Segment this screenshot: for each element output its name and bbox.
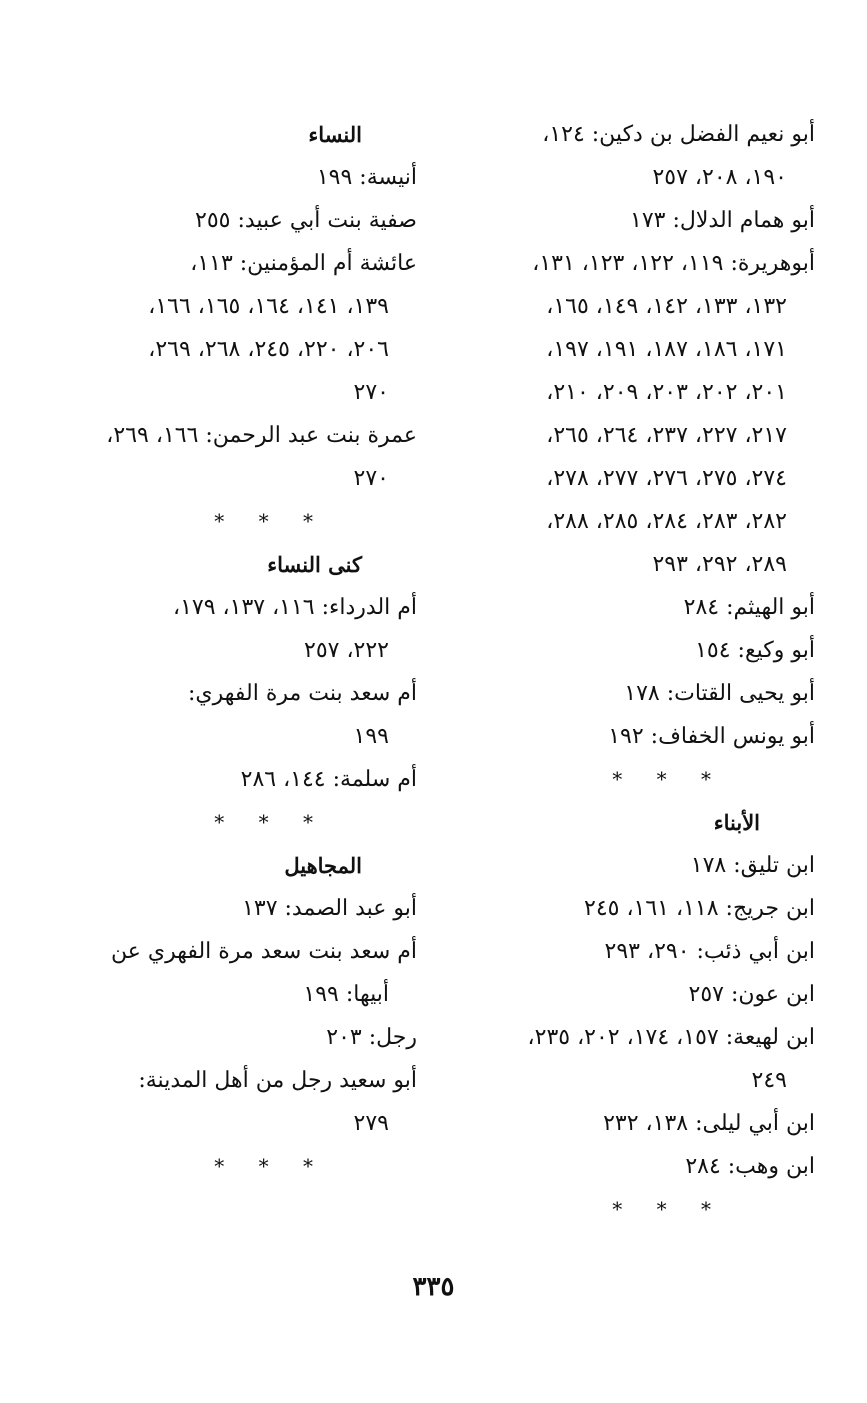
section-separator: * * * <box>214 810 327 834</box>
index-entry-continuation: ١٧١، ١٨٦، ١٨٧، ١٩١، ١٩٧، <box>546 337 787 362</box>
index-entry-continuation: ٢٠١، ٢٠٢، ٢٠٣، ٢٠٩، ٢١٠، <box>546 380 787 405</box>
index-entry: صفية بنت أبي عبيد: ٢٥٥ <box>195 208 417 233</box>
index-entry: ابن عون: ٢٥٧ <box>688 982 815 1007</box>
index-entry-continuation: ١٩٩ <box>353 724 389 749</box>
index-entry-continuation: ٢٢٢، ٢٥٧ <box>304 638 389 663</box>
index-entry: أم سلمة: ١٤٤، ٢٨٦ <box>240 767 417 792</box>
page-number: ٣٣٥ <box>412 1272 455 1302</box>
index-entry: أبو يونس الخفاف: ١٩٢ <box>608 724 815 749</box>
index-entry: أبو همام الدلال: ١٧٣ <box>630 208 815 233</box>
index-entry: أنيسة: ١٩٩ <box>316 165 417 190</box>
index-entry: أم سعد بنت سعد مرة الفهري عن <box>110 939 417 964</box>
index-entry: رجل: ٢٠٣ <box>326 1025 417 1050</box>
index-entry-continuation: ٢٧٠ <box>353 380 389 405</box>
index-entry: أم سعد بنت مرة الفهري: <box>188 681 417 706</box>
index-entry: ابن وهب: ٢٨٤ <box>685 1154 815 1179</box>
index-entry-continuation: ٢٨٢، ٢٨٣، ٢٨٤، ٢٨٥، ٢٨٨، <box>546 509 787 534</box>
index-entry-continuation: ٢٤٩ <box>751 1068 787 1093</box>
left-column <box>67 113 417 1188</box>
index-entry-continuation: ١٣٢، ١٣٣، ١٤٢، ١٤٩، ١٦٥، <box>546 294 787 319</box>
section-separator: * * * <box>612 767 725 791</box>
index-entry: ابن تليق: ١٧٨ <box>690 853 815 878</box>
index-entry: أبو عبد الصمد: ١٣٧ <box>242 896 417 921</box>
index-entry: أبو يحيى القتات: ١٧٨ <box>624 681 815 706</box>
section-heading: المجاهيل <box>284 853 362 878</box>
index-entry: أبو الهيثم: ٢٨٤ <box>683 595 815 620</box>
index-entry-continuation: ٢٧٠ <box>353 466 389 491</box>
index-entry-continuation: ١٣٩، ١٤١، ١٦٤، ١٦٥، ١٦٦، <box>148 294 389 319</box>
index-entry: ابن لهيعة: ١٥٧، ١٧٤، ٢٠٢، ٢٣٥، <box>527 1025 815 1050</box>
section-separator: * * * <box>612 1197 725 1221</box>
index-entry: أبو سعيد رجل من أهل المدينة: <box>138 1068 417 1093</box>
index-entry: عائشة أم المؤمنين: ١١٣، <box>190 251 417 276</box>
index-entry: عمرة بنت عبد الرحمن: ١٦٦، ٢٦٩، <box>106 423 417 448</box>
index-entry-continuation: ٢٧٤، ٢٧٥، ٢٧٦، ٢٧٧، ٢٧٨، <box>546 466 787 491</box>
index-entry-continuation: ٢١٧، ٢٢٧، ٢٣٧، ٢٦٤، ٢٦٥، <box>546 423 787 448</box>
section-heading: الأبناء <box>713 810 760 835</box>
index-entry: أم الدرداء: ١١٦، ١٣٧، ١٧٩، <box>172 595 417 620</box>
index-entry: أبوهريرة: ١١٩، ١٢٢، ١٢٣، ١٣١، <box>532 251 815 276</box>
index-entry: ابن أبي ليلى: ١٣٨، ٢٣٢ <box>603 1111 815 1136</box>
right-column <box>465 113 815 1231</box>
index-entry-continuation: ٢٨٩، ٢٩٢، ٢٩٣ <box>652 552 787 577</box>
index-entry-continuation: ٢٧٩ <box>353 1111 389 1136</box>
section-separator: * * * <box>214 1154 327 1178</box>
index-entry: ابن أبي ذئب: ٢٩٠، ٢٩٣ <box>604 939 815 964</box>
section-heading: النساء <box>308 122 362 147</box>
index-entry: أبو نعيم الفضل بن دكين: ١٢٤، <box>542 122 815 147</box>
index-entry: أبو وكيع: ١٥٤ <box>695 638 815 663</box>
index-entry: ابن جريج: ١١٨، ١٦١، ٢٤٥ <box>584 896 815 921</box>
index-entry-continuation: ١٩٠، ٢٠٨، ٢٥٧ <box>652 165 787 190</box>
index-entry-continuation: ٢٠٦، ٢٢٠، ٢٤٥، ٢٦٨، ٢٦٩، <box>148 337 389 362</box>
index-entry-continuation: أبيها: ١٩٩ <box>303 982 389 1007</box>
section-heading: كنى النساء <box>267 552 362 577</box>
section-separator: * * * <box>214 509 327 533</box>
